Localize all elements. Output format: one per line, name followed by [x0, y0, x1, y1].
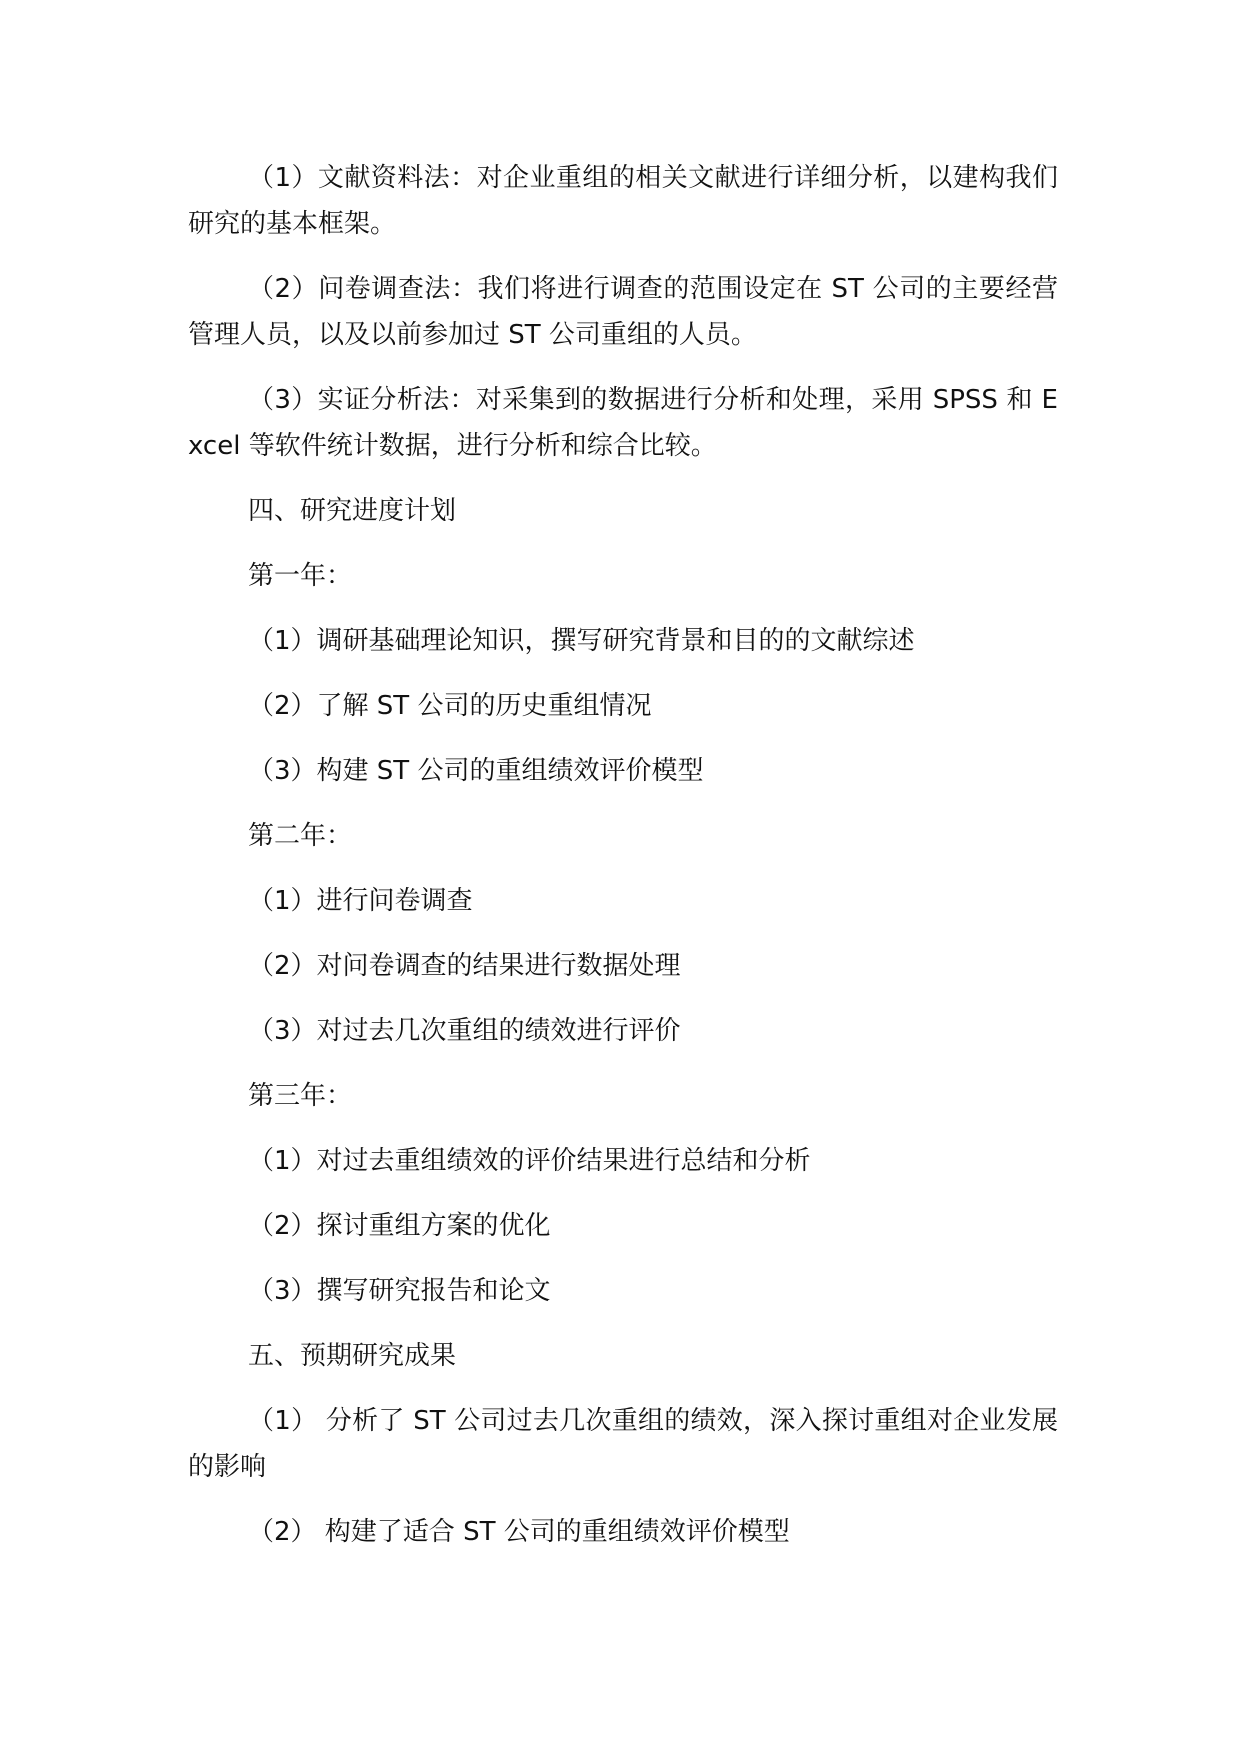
- section-heading-outcomes: 五、预期研究成果: [248, 1341, 457, 1371]
- method-paragraph-literature: （1）文献资料法：对企业重组的相关文献进行详细分析，以建构我们研究的基本框架。: [188, 163, 1058, 239]
- schedule-item: （1）进行问卷调查: [248, 886, 473, 916]
- schedule-item: （3）撰写研究报告和论文: [248, 1276, 551, 1306]
- schedule-item: （2）了解 ST 公司的历史重组情况: [248, 691, 652, 721]
- schedule-item: （1）对过去重组绩效的评价结果进行总结和分析: [248, 1146, 811, 1176]
- method-paragraph-empirical: （3）实证分析法：对采集到的数据进行分析和处理，采用 SPSS 和 Excel 等软件统计数据，进行分析和综合比较。: [188, 385, 1058, 461]
- page-body: [188, 155, 1058, 1574]
- schedule-item: （3）构建 ST 公司的重组绩效评价模型: [248, 756, 704, 786]
- section-heading-schedule: 四、研究进度计划: [248, 496, 457, 526]
- schedule-item: （3）对过去几次重组的绩效进行评价: [248, 1016, 681, 1046]
- schedule-item: （2）探讨重组方案的优化: [248, 1211, 551, 1241]
- year-label-1: 第一年：: [248, 561, 353, 591]
- outcome-item: （2） 构建了适合 ST 公司的重组绩效评价模型: [248, 1517, 790, 1547]
- year-label-2: 第二年：: [248, 821, 353, 851]
- schedule-item: （2）对问卷调查的结果进行数据处理: [248, 951, 681, 981]
- method-paragraph-questionnaire: （2）问卷调查法：我们将进行调查的范围设定在 ST 公司的主要经营管理人员，以及以前参加过 ST 公司重组的人员。: [188, 274, 1058, 350]
- schedule-item: （1）调研基础理论知识，撰写研究背景和目的的文献综述: [248, 626, 915, 656]
- year-label-3: 第三年：: [248, 1081, 353, 1111]
- outcome-item: （1） 分析了 ST 公司过去几次重组的绩效，深入探讨重组对企业发展的影响: [188, 1406, 1058, 1482]
